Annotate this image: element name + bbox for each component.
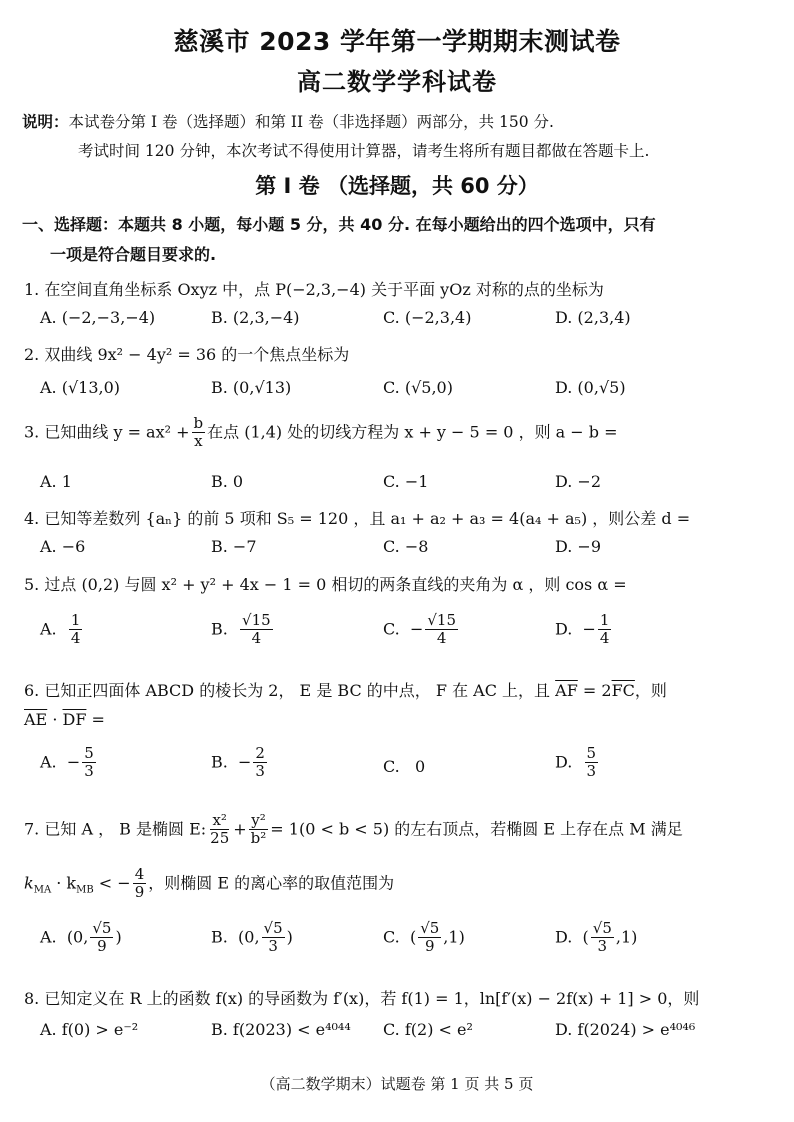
q1-option-b: B. (2,3,−4) <box>211 308 300 327</box>
q7-option-a <box>40 920 122 956</box>
q8-option-b: B. f(2023) < e⁴⁰⁴⁴ <box>211 1020 351 1039</box>
q6-a-frac <box>82 745 96 781</box>
question-6-stem-line1 <box>24 678 667 701</box>
question-5-stem: 5. 过点 (0,2) 与圆 x² + y² + 4x − 1 = 0 相切的两条直线的夹角为 α ，则 cos α = <box>24 575 627 594</box>
instructions-label: 说明： <box>22 113 69 131</box>
q5-option-a <box>40 612 84 648</box>
q7-option-d <box>555 920 637 956</box>
q5-b-den: 4 <box>251 629 262 648</box>
q5-a-frac <box>69 612 83 648</box>
question-7-options <box>0 920 794 970</box>
q7-b-post: ) <box>286 927 293 947</box>
q5-d-sign: − <box>582 619 596 639</box>
q7-c-pre: ( <box>409 927 417 947</box>
q5-d-label: D. <box>555 619 573 639</box>
q7-k: k <box>24 873 34 893</box>
question-6-options <box>0 745 794 795</box>
q5-d-den: 4 <box>599 629 610 648</box>
q7-frac-49-num: 4 <box>134 865 145 883</box>
q7-a-pre: (0, <box>66 927 89 947</box>
q6-d-label: D. <box>555 752 573 772</box>
q2-option-c: C. (√5,0) <box>383 378 453 397</box>
q5-b-frac <box>240 612 273 648</box>
q3-stem-post: 在点 (1,4) 处的切线方程为 x + y − 5 = 0 ，则 a − b = <box>207 422 618 442</box>
q6-dot: · <box>47 710 63 729</box>
q6-d-den: 3 <box>586 762 597 781</box>
q3-option-d: D. −2 <box>555 472 602 491</box>
q3-frac-num: b <box>193 414 204 432</box>
q6-b-label: B. <box>211 752 228 772</box>
q3-option-a: A. 1 <box>40 472 72 491</box>
q7-d-frac <box>591 920 614 956</box>
q7-frac-x <box>208 812 231 848</box>
q7-dot-k: · k <box>51 873 77 893</box>
q6-b-num: 2 <box>255 744 265 762</box>
q7-c-post: ,1) <box>443 927 465 947</box>
q4-option-c: C. −8 <box>383 537 429 556</box>
q6-option-c <box>383 757 425 776</box>
q7-d-label: D. <box>555 927 573 947</box>
question-3-stem <box>24 415 618 451</box>
q7-d-num: √5 <box>592 919 612 937</box>
q6-option-b <box>211 745 269 781</box>
q6-d-num: 5 <box>586 744 597 762</box>
q6-eq: = 2 <box>577 681 612 700</box>
q5-c-num: √15 <box>427 611 456 629</box>
q3-option-b: B. 0 <box>211 472 244 491</box>
q7-lt: < − <box>93 873 131 893</box>
question-2-options <box>0 378 794 408</box>
question-8-options <box>0 1020 794 1050</box>
q5-a-label: A. <box>40 619 57 639</box>
part1-header-line1: 一、选择题：本题共 8 小题，每小题 5 分，共 40 分. 在每小题给出的四个选项中，只有 <box>22 215 656 234</box>
q6-vector-df: $\overline{DF}$ <box>62 710 87 729</box>
q5-b-label: B. <box>211 619 228 639</box>
q6-a-label: A. <box>40 752 57 772</box>
question-4-options <box>0 537 794 567</box>
q2-option-b: B. (0,√13) <box>211 378 292 397</box>
q6-c-value: 0 <box>415 757 426 776</box>
q4-option-b: B. −7 <box>211 537 257 556</box>
q4-option-a: A. −6 <box>40 537 86 556</box>
q6-vector-ae: $\overline{AE}$ <box>24 710 48 729</box>
q6-stem-end: ，则 <box>634 681 667 700</box>
q6-b-sign: − <box>238 752 252 772</box>
q3-frac-den: x <box>194 432 203 451</box>
q6-line2-end: = <box>86 710 105 729</box>
q6-option-d <box>555 745 600 781</box>
q7-option-b <box>211 920 293 956</box>
q5-option-d <box>555 612 613 648</box>
q5-a-den: 4 <box>70 629 81 648</box>
q5-option-c <box>383 612 460 648</box>
q5-c-den: 4 <box>436 629 447 648</box>
q7-a-label: A. <box>40 927 57 947</box>
q5-d-num: 1 <box>599 611 610 629</box>
q6-c-label: C. <box>383 757 400 776</box>
q7-frac-y-den: b² <box>250 829 267 848</box>
q1-option-a: A. (−2,−3,−4) <box>40 308 156 327</box>
q6-vector-fc: $\overline{FC}$ <box>611 681 635 700</box>
q5-c-label: C. <box>383 619 400 639</box>
q7-stem-pre: 7. 已知 A ， B 是椭圆 E: <box>24 819 207 839</box>
instructions-text1: 本试卷分第 I 卷（选择题）和第 II 卷（非选择题）两部分，共 150 分. <box>68 113 554 131</box>
q7-frac-y-num: y² <box>251 811 266 829</box>
q5-c-frac <box>425 612 458 648</box>
q5-c-sign: − <box>409 619 424 639</box>
section-title: 第 I 卷 （选择题，共 60 分） <box>255 174 539 198</box>
q7-stem-post: = 1(0 < b < 5) 的左右顶点，若椭圆 E 上存在点 M 满足 <box>270 819 683 839</box>
q7-plus: + <box>233 819 247 839</box>
question-6-stem-line2 <box>24 710 105 729</box>
q6-b-den: 3 <box>255 762 265 781</box>
q3-fraction <box>192 415 206 451</box>
page-footer: （高二数学期末）试题卷 第 1 页 共 5 页 <box>260 1075 534 1093</box>
question-5-options <box>0 612 794 662</box>
q7-c-frac <box>418 920 441 956</box>
question-8-stem: 8. 已知定义在 R 上的函数 f(x) 的导函数为 f′(x)，若 f(1) = 1，ln[f′(x) − 2f(x) + 1] > 0，则 <box>24 989 700 1008</box>
part1-header-line2: 一项是符合题目要求的. <box>50 245 217 264</box>
q6-a-num: 5 <box>84 744 94 762</box>
q5-a-num: 1 <box>70 611 81 629</box>
q8-option-d: D. f(2024) > e⁴⁰⁴⁶ <box>555 1020 696 1039</box>
q6-d-frac <box>585 745 599 781</box>
question-1-stem: 1. 在空间直角坐标系 Oxyz 中，点 P(−2,3,−4) 关于平面 yOz 对称的点的坐标为 <box>24 280 604 299</box>
q4-option-d: D. −9 <box>555 537 602 556</box>
question-7-stem-line1 <box>24 812 683 848</box>
exam-title: 慈溪市 2023 学年第一学期期末测试卷 <box>173 27 621 56</box>
q5-d-frac <box>598 612 612 648</box>
q7-c-den: 9 <box>424 937 435 956</box>
q7-option-c <box>383 920 465 956</box>
q2-option-d: D. (0,√5) <box>555 378 626 397</box>
q6-option-a <box>40 745 98 781</box>
q7-d-den: 3 <box>597 937 608 956</box>
question-3-options <box>0 472 794 502</box>
q7-sub-mb: MB <box>76 884 94 896</box>
q7-c-num: √5 <box>420 919 440 937</box>
q7-b-frac <box>262 920 285 956</box>
q8-option-c: C. f(2) < e² <box>383 1020 473 1039</box>
q5-option-b <box>211 612 275 648</box>
q7-frac-49 <box>133 866 147 902</box>
q7-frac-x-den: 25 <box>210 829 230 848</box>
q7-a-den: 9 <box>97 937 107 956</box>
q6-vector-af: $\overline{AF}$ <box>555 681 578 700</box>
q7-frac-y <box>249 812 269 848</box>
q7-sub-ma: MA <box>33 884 52 896</box>
q7-line2-post: ，则椭圆 E 的离心率的取值范围为 <box>148 873 395 893</box>
exam-subtitle: 高二数学学科试卷 <box>297 68 497 96</box>
q1-option-c: C. (−2,3,4) <box>383 308 472 327</box>
question-1-options <box>0 308 794 338</box>
q3-stem-pre: 3. 已知曲线 y = ax² + <box>24 422 190 442</box>
q3-option-c: C. −1 <box>383 472 429 491</box>
q6-a-sign: − <box>66 752 81 772</box>
q7-a-num: √5 <box>92 919 112 937</box>
q1-option-d: D. (2,3,4) <box>555 308 631 327</box>
q8-option-a: A. f(0) > e⁻² <box>40 1020 139 1039</box>
q7-a-post: ) <box>115 927 122 947</box>
q7-b-pre: (0, <box>238 927 260 947</box>
q7-d-pre: ( <box>582 927 589 947</box>
q7-a-frac <box>90 920 113 956</box>
q7-frac-x-num: x² <box>212 811 227 829</box>
instructions-line1 <box>22 110 554 132</box>
question-7-stem-line2 <box>24 866 394 902</box>
q6-b-frac <box>253 745 267 781</box>
instructions-line2: 考试时间 120 分钟，本次考试不得使用计算器，请考生将所有题目都做在答题卡上. <box>78 142 650 160</box>
question-2-stem: 2. 双曲线 9x² − 4y² = 36 的一个焦点坐标为 <box>24 345 350 364</box>
q7-c-label: C. <box>383 927 400 947</box>
question-4-stem: 4. 已知等差数列 {aₙ} 的前 5 项和 S₅ = 120 ，且 a₁ + a₂ + a₃ = 4(a₄ + a₅) ，则公差 d = <box>24 509 691 528</box>
q2-option-a: A. (√13,0) <box>40 378 121 397</box>
q7-b-den: 3 <box>268 937 278 956</box>
q6-a-den: 3 <box>84 762 94 781</box>
q7-d-post: ,1) <box>615 927 638 947</box>
q6-stem-text: 6. 已知正四面体 ABCD 的棱长为 2， E 是 BC 的中点， F 在 AC 上，且 <box>24 681 551 700</box>
q7-b-num: √5 <box>263 919 283 937</box>
q7-frac-49-den: 9 <box>134 883 145 902</box>
q5-b-num: √15 <box>242 611 271 629</box>
q7-b-label: B. <box>211 927 228 947</box>
